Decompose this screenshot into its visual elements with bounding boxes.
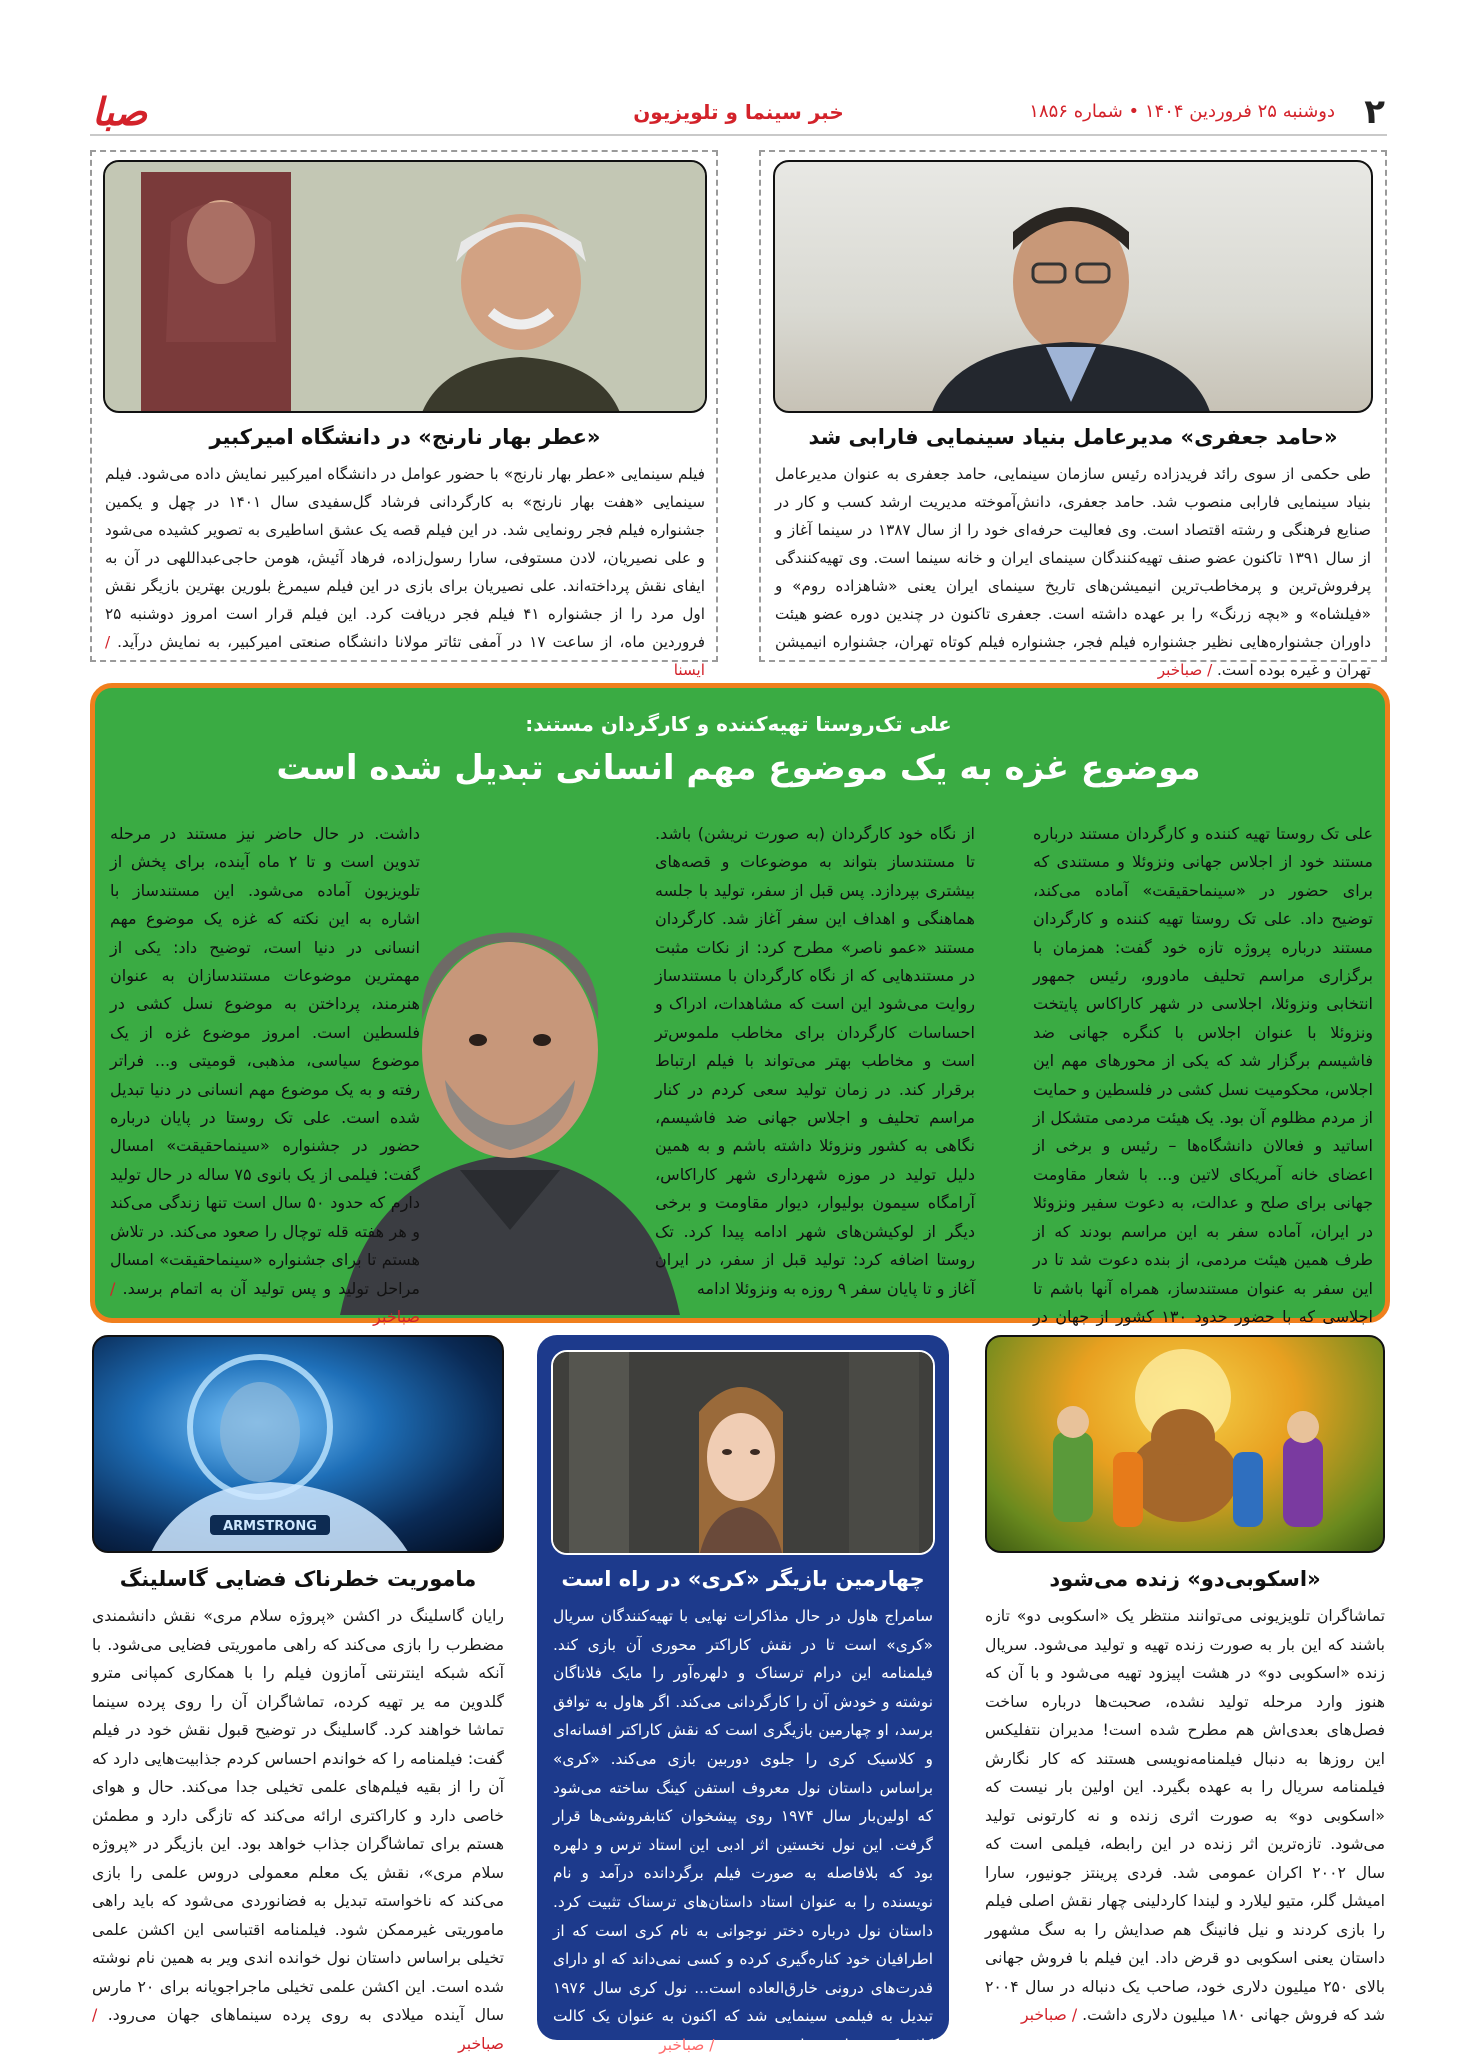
feature-source: / صباخبر (110, 1278, 420, 1326)
article-carrie-text: سامراج هاول در حال مذاکرات نهایی با تهیه‌کنندگان سریال «کری» است تا در نقش کاراکتر محوری آن بازی کند. فیلمنامه این درام ترسناک و دلهره‌آور را مایک فلاناگان نوشته و خودش آن را کارگردانی می‌کند. اگر هاول به توافق برسد، او چهارمین بازیگری است که نقش کاراکتر افسانه‌ای و کلاسیک کری را جلوی دوربین بازی می‌کند. «کری» براساس داستان نول معروف استفن کینگ ساخته می‌شود که اولین‌بار سال ۱۹۷۴ روی پیشخوان کتابفروشی‌ها قرار گرفت. این نول نخستین اثر ادبی این استاد ترس و دلهره بود که بلافاصله به صورت فیلم برگردانده درآمد و نام نویسنده را به عنوان استاد داستان‌های ترسناک تثبیت کرد. داستان نول درباره دختر نوجوانی به نام کری است که از اطرافیان خود کناره‌گیری کرده و کسی نمی‌داند که او دارای قدرت‌های درونی خارق‌العاده است... نول کری سال ۱۹۷۶ تبدیل به فیلمی سینمایی شد که اکنون به عنوان یک کالت کلاسیک سینمایی شناخته می‌شود. (553, 1607, 934, 2054)
astronaut-icon (92, 1337, 502, 1553)
article-carrie-title: چهارمین بازیگر «کری» در راه است (561, 1567, 925, 1591)
article-jafari-source: / صباخبر (1157, 661, 1213, 679)
photo-atr-bahar-narenj (103, 160, 707, 413)
article-gosling-title: ماموریت خطرناک فضایی گاسلینگ (119, 1567, 477, 1591)
photo-hamed-jafari (773, 160, 1373, 413)
article-jafari-text: طی حکمی از سوی رائد فریدزاده رئیس سازمان سینمایی، حامد جعفری به عنوان مدیرعامل بنیاد سینمایی فارابی منصوب شد. حامد جعفری، دانش‌آموخته مدیریت ارشد کسب و کار در صنایع فرهنگی و رشته اقتصاد است. وی فعالیت حرفه‌ای خود را از سال ۱۳۸۷ در سینما آغاز و از سال ۱۳۹۱ تاکنون عضو صنف تهیه‌کنندگان سینمای ایران و خانه سینما است. وی تهیه‌کنندگی پرفروش‌ترین و پرمخاطب‌ترین انیمیشن‌های تاریخ سینمای ایران یعنی «شاهزاده روم» و «فیلشاه» و «بچه زرنگ» را بر عهده داشته است. جعفری تاکنون در چندین دوره عضو هیئت داوران جشنواره‌هایی نظیر جشنواره فیلم فجر، جشنواره فیلم کوتاه تهران، جشنواره انیمیشن تهران و غیره بوده است. (775, 465, 1371, 679)
article-atr-title: «عطر بهار نارنج» در دانشگاه امیرکبیر (209, 425, 601, 449)
photo-gosling-astronaut (92, 1335, 504, 1553)
feature-headline: موضوع غزه به یک موضوع مهم انسانی تبدیل شده است (276, 748, 1201, 788)
dateline: دوشنبه ۲۵ فروردین ۱۴۰۴ • شماره ۱۸۵۶ (1029, 101, 1335, 122)
astronaut-name-patch: ARMSTRONG (223, 1519, 317, 1534)
article-atr-text: فیلم سینمایی «عطر بهار نارنج» با حضور عوامل در دانشگاه امیرکبیر نمایش داده می‌شود. فیلم سینمایی «هفت بهار نارنج» به کارگردانی فرشاد گل‌سفیدی سال ۱۴۰۱ در چهل و یکمین جشنواره فیلم فجر رونمایی شد. در این فیلم قصه یک عشق اساطیری به تصویر کشیده می‌شود و علی نصیریان، لادن مستوفی، سارا رسول‌زاده، فرهاد آئیش، هومن حاجی‌عبداللهی در آن به ایفای نقش پرداخته‌اند. علی نصیریان برای بازی در این فیلم سیمرغ بلورین بهترین بازیگر نقش اول مرد را از جشنواره ۴۱ فیلم فجر دریافت کرد. این فیلم قرار است امروز دوشنبه ۲۵ فروردین ماه، از ساعت ۱۷ در آمفی تئاتر مولانا دانشگاه صنعتی امیرکبیر، به نمایش درآید. (105, 465, 706, 651)
film-still-icon (103, 162, 705, 413)
article-scooby-title: «اسکوبی‌دو» زنده می‌شود (1049, 1567, 1321, 1591)
article-carrie-source: / صباخبر (659, 2035, 715, 2054)
girl-portrait-icon (551, 1352, 933, 1555)
photo-scooby-doo (985, 1335, 1385, 1553)
feature-col-right: علی تک روستا تهیه کننده و کارگردان مستند درباره مستند خود از اجلاس جهانی ونزوئلا و مستندی که برای حضور در «سینماحقیقت» آماده می‌کند، توضیح داد. علی تک روستا تهیه کننده و کارگردان مستند درباره پروژه تازه خود گفت: همزمان با برگزاری مراسم تحلیف مادورو، رئیس جمهور انتخابی ونزوئلا، اجلاسی در شهر کاراکاس پایتخت ونزوئلا با عنوان اجلاس با کنگره جهانی ضد فاشیسم برگزار شد که یکی از محورهای مهم این اجلاس، محکومیت نسل کشی در فلسطین و حمایت از مردم مظلوم آن بود. یک هیئت مردمی متشکل از اساتید و فعالان دانشگاه‌ها – رئیس و برخی از اعضای خانه آمریکای لاتین و... با شعار مقاومت جهانی برای صلح و عدالت، به دعوت سفیر ونزوئلا در ایران، آماده سفر به این مراسم بودند که از طرف همین هیئت مردمی، از بنده دعوت شد تا در این سفر به عنوان مستندساز، همراه آنها باشم تا اجلاسی که با حضور حدود ۱۳۰ کشور از جهان در (1033, 824, 1373, 1326)
header-rule (90, 134, 1387, 136)
article-carrie-body (553, 1602, 933, 2060)
article-gosling-text: رایان گاسلینگ در اکشن «پروژه سلام مری» نقش دانشمندی مضطرب را بازی می‌کند که راهی ماموریتی فضایی می‌شود. با آنکه شبکه اینترنتی آمازون فیلم را با همکاری کمپانی مترو گلدوین مه یر تهیه کرده، تماشاگران آن را روی پرده سینما تماشا خواهند کرد. گاسلینگ در توضیح قبول نقش خود در فیلم گفت: فیلمنامه را که خواندم احساس کردم جذابیت‌هایی دارد که آن را از بقیه فیلم‌های علمی تخیلی جدا می‌کند. حال و هوای خاصی دارد و کاراکتری ارائه می‌کند که تازگی دارد و مطمئن هستم برای تماشاگران جذاب خواهد بود. این بازیگر در «پروژه سلام مری»، نقش یک معلم معمولی دروس علمی را بازی می‌کند که ناخواسته تبدیل به فضانوردی می‌شود که باید راهی ماموریتی غیرممکن شود. فیلمنامه اقتباسی این اکشن علمی تخیلی براساس داستان نول خوانده اندی ویر به همین نام نوشته شده است. این اکشن علمی تخیلی ماجراجویانه برای ۲۰ مارس سال آینده میلادی به روی پرده سینماهای جهان می‌رود. (92, 1606, 504, 2024)
section-title: خبر سینما و تلویزیون (633, 100, 844, 124)
article-gosling-source: / صباخبر (92, 2005, 504, 2053)
article-atr-body (105, 460, 705, 684)
article-jafari-title: «حامد جعفری» مدیرعامل بنیاد سینمایی فارابی شد (808, 425, 1338, 449)
article-atr-source: / ایسنا (105, 633, 705, 679)
feature-kicker: علی تک‌روستا تهیه‌کننده و کارگردان مستند: (525, 712, 952, 736)
newspaper-logo: صبا (92, 90, 148, 134)
feature-col-left-text: داشت. در حال حاضر نیز مستند در مرحله تدوین است و تا ۲ ماه آینده، برای پخش از تلویزیون آماده می‌شود. این مستندساز با اشاره به این نکته که غزه یک موضوع مهم انسانی در دنیا است، توضیح داد: یکی از مهمترین موضوعات مستندسازان به عنوان هنرمند، پرداختن به موضوع نسل کشی در فلسطین است. امروز موضوع غزه از یک موضوع سیاسی، مذهبی، قومیتی و... فراتر رفته و به یک موضوع مهم انسانی در دنیا تبدیل شده است. علی تک روستا در پایان درباره حضور در جشنواره «سینماحقیقت» امسال گفت: فیلمی از یک بانوی ۷۵ ساله در حال تولید دارم که حدود ۵۰ سال است تنها زندگی می‌کند و هر هفته قله توچال را صعود می‌کند. در تلاش هستم تا برای جشنواره «سینماحقیقت» امسال مراحل تولید و پس تولید آن به اتمام برسد. (110, 824, 421, 1298)
article-jafari-body (775, 460, 1371, 684)
feature-col-left (110, 820, 420, 1331)
article-scooby-text: تماشاگران تلویزیونی می‌توانند منتظر یک «اسکوبی دو» تازه باشند که این بار به صورت زنده تهیه و تولید می‌شود. سریال زنده «اسکوبی دو» در هشت اپیزود تهیه می‌شود و با آن که هنوز وارد مرحله تولید نشده، صحبت‌ها درباره ساخت فصل‌های بعدی‌اش هم مطرح شده است! مدیران نتفلیکس این روزها به دنبال فیلمنامه‌نویسی هستند که کار نگارش فیلمنامه سریال را به عهده بگیرد. این اولین بار نیست که «اسکوبی دو» به صورت اثری زنده و نه کارتونی تولید می‌شود. تازه‌ترین اثر زنده در این رابطه، فیلمی است که سال ۲۰۰۲ اکران عمومی شد. فردی پرینتز جونیور، سارا امیشل گلر، متیو لیلارد و لیندا کاردلینی چهار نقش اصلی فیلم را بازی کردند و نیل فانینگ هم صدایش را به سگ مشهور داستان یعنی اسکوبی دو قرض داد. این فیلم با فروش جهانی بالای ۲۵۰ میلیون دلاری خود، صاحب یک دنباله در سال ۲۰۰۴ شد که فروش جهانی ۱۸۰ میلیون دلاری داشت. (985, 1606, 1385, 2024)
article-scooby-source: / صباخبر (1020, 2005, 1078, 2024)
photo-carrie (551, 1350, 935, 1555)
portrait-man-icon (773, 162, 1371, 413)
page-number: ۲ (1364, 92, 1385, 132)
cartoon-characters-icon (985, 1337, 1383, 1553)
feature-col-middle: از نگاه خود کارگردان (به صورت نریشن) باشد. تا مستندساز بتواند به موضوعات و قصه‌های بیشتری بپردازد. پس قبل از سفر، تولید با جلسه هماهنگی و اهداف این سفر آغاز شد. کارگردان مستند «عمو ناصر» مطرح کرد: از نکات مثبت در مستندهایی که از نگاه کارگردان با مستندساز روایت می‌شود این است که مشاهدات، ادراک و احساسات کارگردان برای مخاطب ملموس‌تر است و مخاطب بهتر می‌تواند با فیلم ارتباط برقرار کند. در زمان تولید سعی کردم در کنار مراسم تحلیف و اجلاس جهانی ضد فاشیسم، نگاهی به کشور ونزوئلا داشته باشم و به همین دلیل تولید در موزه شهرداری شهر کاراکاس، آرامگاه سیمون بولیوار، دیوار مقاومت و برخی دیگر از لوکیشن‌های شهر ادامه پیدا کرد. تک روستا اضافه کرد: تولید قبل از سفر، در ایران آغاز و تا پایان سفر ۹ روزه به ونزوئلا ادامه (655, 824, 975, 1298)
article-scooby-body (985, 1602, 1385, 2030)
article-gosling-body (92, 1602, 504, 2058)
